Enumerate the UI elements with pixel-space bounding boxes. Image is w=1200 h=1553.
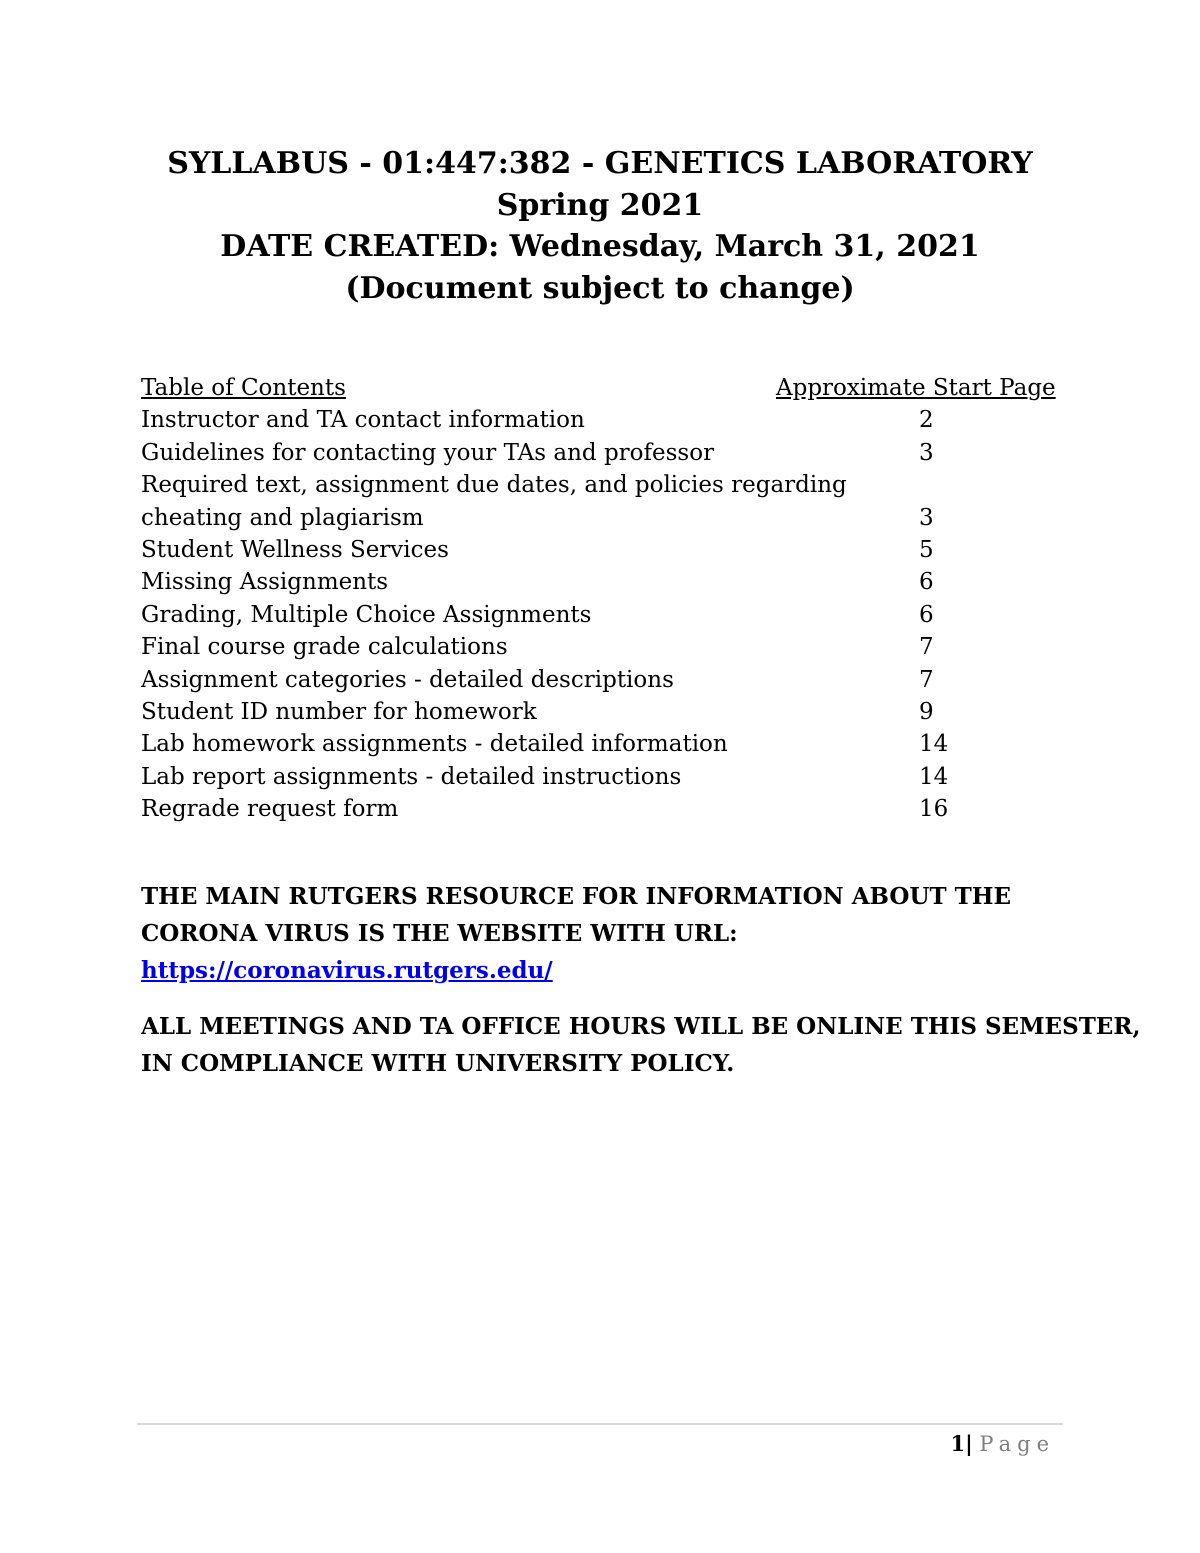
toc-item-label: Required text, assignment due dates, and policies regarding bbox=[141, 472, 847, 499]
semester: Spring 2021 bbox=[496, 187, 704, 223]
toc-row bbox=[141, 664, 1061, 696]
toc-row bbox=[141, 502, 1061, 534]
toc-item-label: Missing Assignments bbox=[141, 569, 389, 596]
coronavirus-website-link[interactable]: https://coronavirus.rutgers.edu/ bbox=[141, 957, 553, 984]
toc-header-row bbox=[141, 372, 1061, 404]
toc-item-label: Assignment categories - detailed descriptions bbox=[141, 666, 674, 693]
date-created: DATE CREATED: Wednesday, March 31, 2021 bbox=[220, 229, 980, 264]
toc-row bbox=[141, 728, 1061, 760]
footer-page-word: Page bbox=[979, 1432, 1055, 1456]
toc-item-label: Regrade request form bbox=[141, 796, 399, 823]
footer-divider bbox=[137, 1423, 1063, 1425]
notice-line: CORONA VIRUS IS THE WEBSITE WITH URL: bbox=[141, 920, 738, 947]
course-title: SYLLABUS - 01:447:382 - GENETICS LABORATORY bbox=[167, 146, 1033, 181]
notice-line: ALL MEETINGS AND TA OFFICE HOURS WILL BE ONLINE THIS SEMESTER, bbox=[141, 1013, 1141, 1040]
toc-item-page: 14 bbox=[919, 731, 949, 758]
toc-row bbox=[141, 599, 1061, 631]
toc-row bbox=[141, 761, 1061, 793]
table-of-contents bbox=[141, 372, 1061, 825]
toc-row bbox=[141, 437, 1061, 469]
footer-separator: | bbox=[965, 1431, 973, 1456]
toc-row bbox=[141, 793, 1061, 825]
toc-row bbox=[141, 631, 1061, 663]
toc-item-page: 3 bbox=[919, 439, 934, 466]
toc-row bbox=[141, 404, 1061, 436]
toc-item-label: Instructor and TA contact information bbox=[141, 407, 585, 434]
toc-item-page: 16 bbox=[919, 796, 949, 823]
notice-line: THE MAIN RUTGERS RESOURCE FOR INFORMATION ABOUT THE bbox=[141, 883, 1012, 910]
toc-item-label: Final course grade calculations bbox=[141, 634, 508, 661]
toc-item-page: 6 bbox=[919, 601, 934, 628]
toc-item-page: 7 bbox=[919, 666, 934, 693]
toc-item-page: 7 bbox=[919, 634, 934, 661]
toc-item-label: Student Wellness Services bbox=[141, 536, 449, 563]
toc-item-label: cheating and plagiarism bbox=[141, 504, 424, 531]
page-footer bbox=[950, 1430, 1055, 1458]
toc-row bbox=[141, 696, 1061, 728]
toc-row bbox=[141, 469, 1061, 501]
toc-item-page: 6 bbox=[919, 569, 934, 596]
title-block bbox=[0, 143, 1200, 309]
notice-line: IN COMPLIANCE WITH UNIVERSITY POLICY. bbox=[141, 1050, 735, 1077]
toc-item-label: Lab report assignments - detailed instructions bbox=[141, 763, 682, 790]
toc-item-page: 5 bbox=[919, 536, 934, 563]
toc-row bbox=[141, 534, 1061, 566]
toc-row bbox=[141, 566, 1061, 598]
toc-item-label: Student ID number for homework bbox=[141, 698, 537, 725]
toc-item-label: Guidelines for contacting your TAs and professor bbox=[141, 439, 715, 466]
toc-header-label: Table of Contents bbox=[141, 375, 346, 401]
toc-item-label: Grading, Multiple Choice Assignments bbox=[141, 601, 592, 628]
toc-header-page: Approximate Start Page bbox=[776, 375, 1056, 401]
toc-item-page: 14 bbox=[919, 763, 949, 790]
coronavirus-resource-notice bbox=[141, 878, 1071, 989]
toc-item-page: 3 bbox=[919, 504, 934, 531]
toc-item-page: 2 bbox=[919, 407, 934, 434]
online-meetings-notice bbox=[141, 1008, 1141, 1082]
toc-item-page: 9 bbox=[919, 698, 934, 725]
subject-to-change-note: (Document subject to change) bbox=[345, 270, 855, 306]
footer-page-number: 1 bbox=[950, 1431, 966, 1456]
toc-item-label: Lab homework assignments - detailed information bbox=[141, 731, 728, 758]
